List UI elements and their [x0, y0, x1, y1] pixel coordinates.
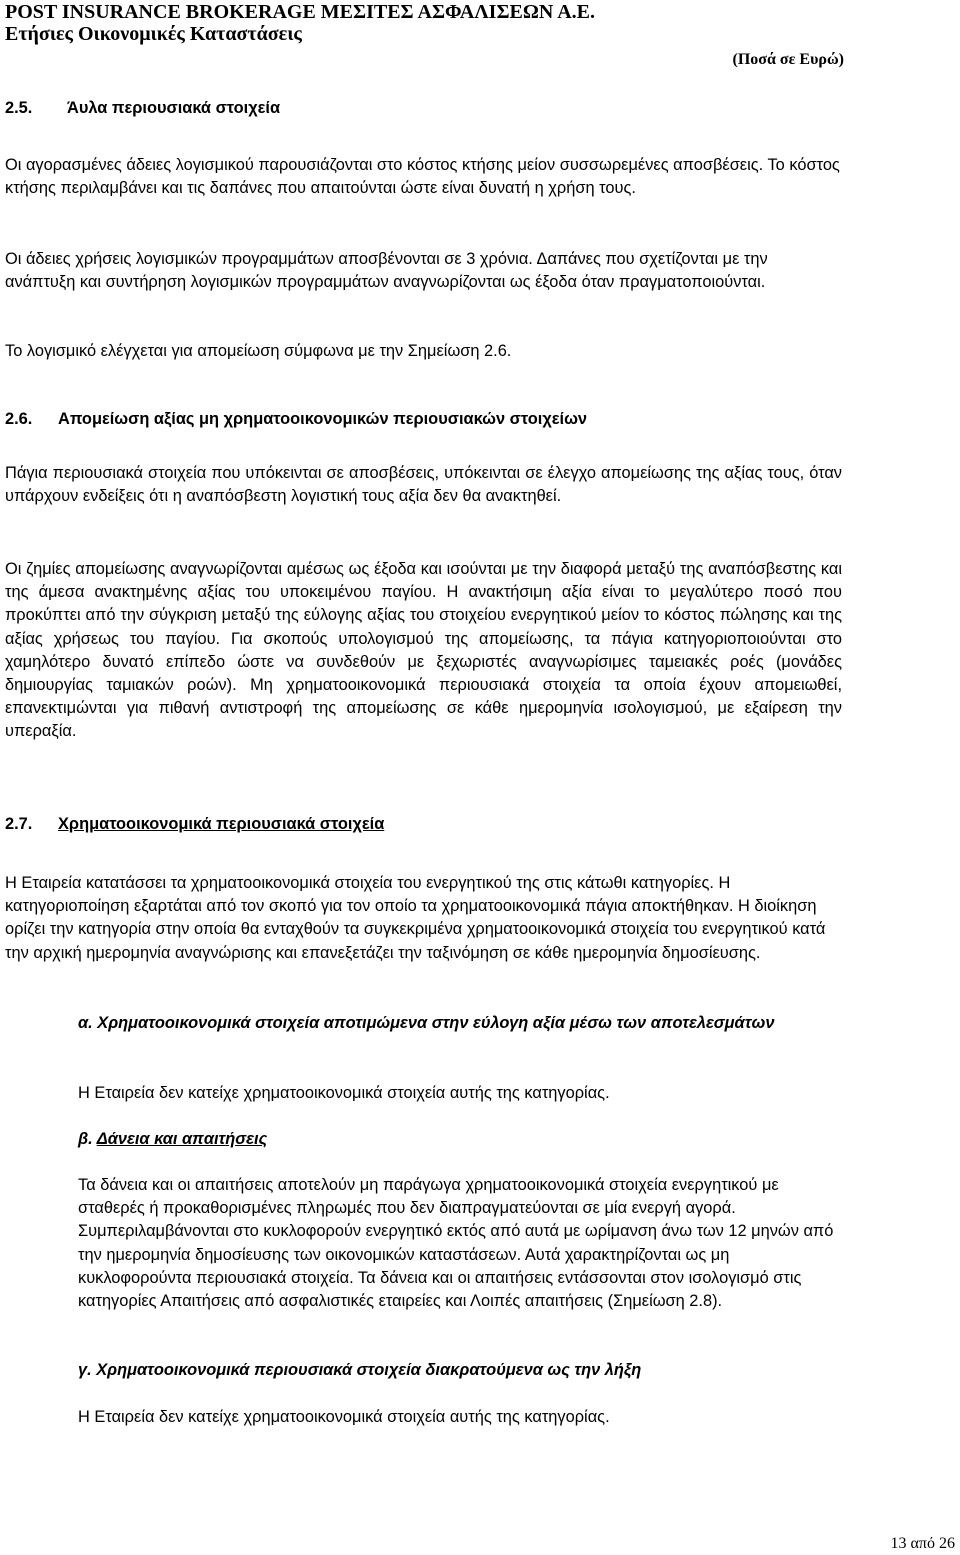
paragraph: Τα δάνεια και οι απαιτήσεις αποτελούν μη παράγωγα χρηματοοικονομικά στοιχεία ενεργητικού με σταθερές ή προκαθορισμένες πληρωμές που δεν διαπραγματεύονται σε μία ενεργή αγορά. Συμπεριλαμβάνονται στο κυκλοφορούν ενεργητικό εκτός από αυτά με ωρίμανση άνω των 12 μηνών από την ημερομηνία δημοσίευσης των οικονομικών καταστάσεων. Αυτά χαρακτηρίζονται ως μη κυκλοφορούντα περιουσιακά στοιχεία. Τα δάνεια και οι απαιτήσεις εντάσσονται στον ισολογισμό στις κατηγορίες Απαιτήσεις από ασφαλιστικές εταιρείες και Λοιπές απαιτήσεις (Σημείωση 2.8). [78, 1176, 834, 1311]
company-name: POST INSURANCE BROKERAGE ΜΕΣΙΤΕΣ ΑΣΦΑΛΙΣΕΩΝ Α.Ε. [5, 1, 596, 23]
paragraph: Η Εταιρεία δεν κατείχε χρηματοοικονομικά στοιχεία αυτής της κατηγορίας. [78, 1408, 610, 1426]
paragraph: Το λογισμικό ελέγχεται για απομείωση σύμφωνα με την Σημείωση 2.6. [5, 342, 512, 360]
paragraph: Οι αγορασμένες άδειες λογισμικού παρουσιάζονται στο κόστος κτήσης μείον συσσωρεμένες αποσβέσεις. Το κόστος κτήσης περιλαμβάνει και τις δαπάνες που απαιτούνται ώστε είναι δυνατή η χρήση τους. [5, 156, 840, 198]
section-title: Άυλα περιουσιακά στοιχεία [67, 99, 281, 117]
section-2-7-heading [5, 815, 385, 834]
section-title: Χρηματοοικονομικά περιουσιακά στοιχεία [58, 815, 385, 833]
paragraph: Πάγια περιουσιακά στοιχεία που υπόκεινται σε αποσβέσεις, υπόκεινται σε έλεγχο απομείωσης της αξίας τους, όταν υπάρχουν ενδείξεις ότι η αναπόσβεστη λογιστική τους αξία δεν θα ανακτηθεί. [5, 464, 842, 506]
subsection-c-title: γ. Χρηματοοικονομικά περιουσιακά στοιχεία διακρατούμενα ως την λήξη [78, 1361, 642, 1379]
section-number: 2.5. [5, 99, 33, 117]
section-2-6-heading [5, 410, 588, 429]
paragraph: Η Εταιρεία δεν κατείχε χρηματοοικονομικά στοιχεία αυτής της κατηγορίας. [78, 1084, 610, 1102]
section-number: 2.6. [5, 410, 33, 428]
paragraph: Οι ζημίες απομείωσης αναγνωρίζονται αμέσως ως έξοδα και ισούνται με την διαφορά μεταξύ της αναπόσβεστης και της άμεσα ανακτημένης αξίας του υποκειμένου παγίου. Η ανακτήσιμη αξία είναι το μεγαλύτερο ποσό που προκύπτει από την σύγκριση μεταξύ της εύλογης αξίας του στοιχείου ενεργητικού μείον το κόστος πώλησης και της αξίας χρήσεως του παγίου. Για σκοπούς υπολογισμού της απομείωσης, τα πάγια κατηγοριοποιούνται στο χαμηλότερο δυνατό επίπεδο ώστε να συνδεθούν με ξεχωριστές αναγνωρίσιμες ταμειακές ροές (μονάδες δημιουργίας ταμιακών ροών). Μη χρηματοοικονομικά περιουσιακά στοιχεία τα οποία έχουν απομειωθεί, επανεκτιμώνται για πιθανή αντιστροφή της απομείωσης σε κάθε ημερομηνία ισολογισμού, με εξαίρεση την υπεραξία. [5, 560, 842, 741]
section-title: Απομείωση αξίας μη χρηματοοικονομικών περιουσιακών στοιχείων [58, 410, 588, 428]
subsection-b-prefix: β. [78, 1130, 93, 1148]
section-number: 2.7. [5, 815, 33, 833]
section-2-5-heading [5, 99, 281, 118]
subsection-b-title: Δάνεια και απαιτήσεις [96, 1130, 268, 1148]
paragraph: Οι άδειες χρήσεις λογισμικών προγραμμάτων αποσβένονται σε 3 χρόνια. Δαπάνες που σχετίζονται με την ανάπτυξη και συντήρηση λογισμικών προγραμμάτων αναγνωρίζονται ως έξοδα όταν πραγματοποιούνται. [5, 250, 768, 292]
page-number: 13 από 26 [890, 1535, 955, 1552]
subsection-a-title: α. Χρηματοοικονομικά στοιχεία αποτιμώμενα στην εύλογη αξία μέσω των αποτελεσμάτων [78, 1014, 775, 1032]
paragraph: Η Εταιρεία κατατάσσει τα χρηματοοικονομικά στοιχεία του ενεργητικού της στις κάτωθι κατηγορίες. Η κατηγοριοποίηση εξαρτάται από τον σκοπό για τον οποίο τα χρηματοοικονομικά πάγια αποκτήθηκαν. Η διοίκηση ορίζει την κατηγορία στην οποία θα ενταχθούν τα συγκεκριμένα χρηματοοικονομικά στοιχεία του ενεργητικού κατά την αρχική ημερομηνία αναγνώρισης και επανεξετάζει την ταξινόμηση σε κάθε ημερομηνία δημοσίευσης. [5, 874, 826, 962]
subsection-b-heading [78, 1128, 842, 1151]
report-title: Ετήσιες Οικονομικές Καταστάσεις [5, 23, 302, 45]
currency-note: (Ποσά σε Ευρώ) [732, 51, 844, 68]
